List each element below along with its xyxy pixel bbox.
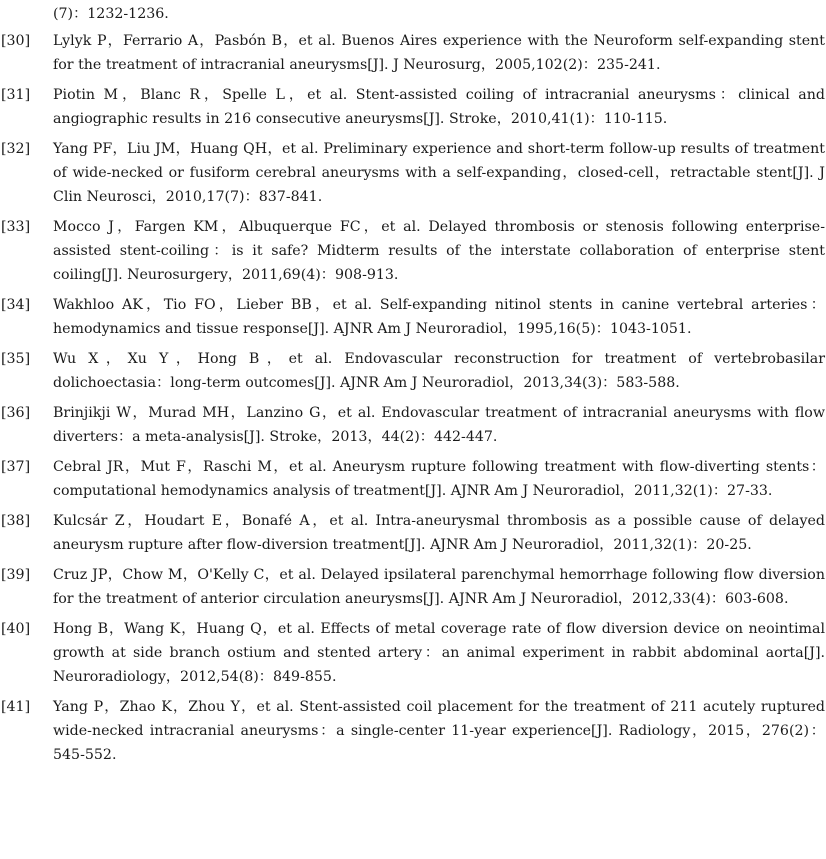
reference-text: Hong B，Wang K，Huang Q，et al. Effects of metal coverage rate of flow diversion device on neointimal growth at side branch ostium and stented artery：an animal experiment in rabbit abdominal aorta[J]. Neuroradiology，2012,54(8)：849-855. xyxy=(53,621,825,685)
reference-number: [31] xyxy=(1,87,31,103)
reference-item xyxy=(0,455,826,503)
reference-number: [41] xyxy=(1,699,31,715)
reference-text: Wakhloo AK，Tio FO，Lieber BB，et al. Self-expanding nitinol stents in canine vertebral arteries：hemodynamics and tissue response[J]. AJNR Am J Neuroradiol，1995,16(5)：1043-1051. xyxy=(53,297,825,337)
reference-list xyxy=(0,29,826,773)
reference-item xyxy=(0,617,826,689)
reference-item xyxy=(0,401,826,449)
reference-number: [34] xyxy=(1,297,31,313)
reference-text: Cebral JR，Mut F，Raschi M，et al. Aneurysm rupture following treatment with flow-diverting stents：computational hemodynamics analysis of treatment[J]. AJNR Am J Neuroradiol，2011,32(1)：27-33. xyxy=(53,459,825,499)
reference-text: Piotin M，Blanc R，Spelle L，et al. Stent-assisted coiling of intracranial aneurysms：clinical and angiographic results in 216 consecutive aneurysms[J]. Stroke，2010,41(1)：110-115. xyxy=(53,87,825,127)
reference-text: Yang PF，Liu JM，Huang QH，et al. Preliminary experience and short-term follow-up results of treatment of wide-necked or fusiform cerebral aneurysms with a self-expanding，closed-cell，retractable stent[J]. J Clin Neurosci，2010,17(7)：837-841. xyxy=(53,141,825,205)
reference-number: [33] xyxy=(1,219,31,235)
reference-item xyxy=(0,29,826,77)
reference-number: [40] xyxy=(1,621,31,637)
reference-item xyxy=(0,563,826,611)
reference-number: [30] xyxy=(1,33,31,49)
reference-item xyxy=(0,137,826,209)
reference-item xyxy=(0,215,826,287)
reference-item xyxy=(0,83,826,131)
reference-text: Mocco J，Fargen KM，Albuquerque FC，et al. Delayed thrombosis or stenosis following enterprise-assisted stent-coiling：is it safe? Midterm results of the interstate collaboration of enterprise stent coiling[J]. Neurosurgery，2011,69(4)：908-913. xyxy=(53,219,825,283)
reference-text: Kulcsár Z，Houdart E，Bonafé A，et al. Intra-aneurysmal thrombosis as a possible cause of delayed aneurysm rupture after flow-diversion treatment[J]. AJNR Am J Neuroradiol，2011,32(1)：20-25. xyxy=(53,513,825,553)
reference-item xyxy=(0,509,826,557)
reference-text: Lylyk P，Ferrario A，Pasbón B，et al. Buenos Aires experience with the Neuroform self-expanding stent for the treatment of intracranial aneurysms[J]. J Neurosurg，2005,102(2)：235-241. xyxy=(53,33,825,73)
reference-text: Yang P，Zhao K，Zhou Y，et al. Stent-assisted coil placement for the treatment of 211 acutely ruptured wide-necked intracranial aneurysms：a single-center 11-year experience[J]. Radiology，2015，276(2)：545-552. xyxy=(53,699,825,763)
reference-number: [38] xyxy=(1,513,31,529)
reference-item xyxy=(0,293,826,341)
reference-item xyxy=(0,695,826,767)
reference-number: [35] xyxy=(1,351,31,367)
reference-number: [37] xyxy=(1,459,31,475)
reference-number: [32] xyxy=(1,141,31,157)
reference-text: Wu X，Xu Y，Hong B，et al. Endovascular reconstruction for treatment of vertebrobasilar dolichoectasia：long-term outcomes[J]. AJNR Am J Neuroradiol，2013,34(3)：583-588. xyxy=(53,351,825,391)
reference-text: Brinjikji W，Murad MH，Lanzino G，et al. Endovascular treatment of intracranial aneurysms with flow diverters：a meta-analysis[J]. Stroke，2013，44(2)：442-447. xyxy=(53,405,825,445)
reference-number: [39] xyxy=(1,567,31,583)
reference-number: [36] xyxy=(1,405,31,421)
previous-reference-continuation: (7)：1232-1236. xyxy=(53,6,169,22)
reference-text: Cruz JP，Chow M，O'Kelly C，et al. Delayed ipsilateral parenchymal hemorrhage following flow diversion for the treatment of anterior circulation aneurysms[J]. AJNR Am J Neuroradiol，2012,33(4)：603-608. xyxy=(53,567,825,607)
reference-item xyxy=(0,347,826,395)
